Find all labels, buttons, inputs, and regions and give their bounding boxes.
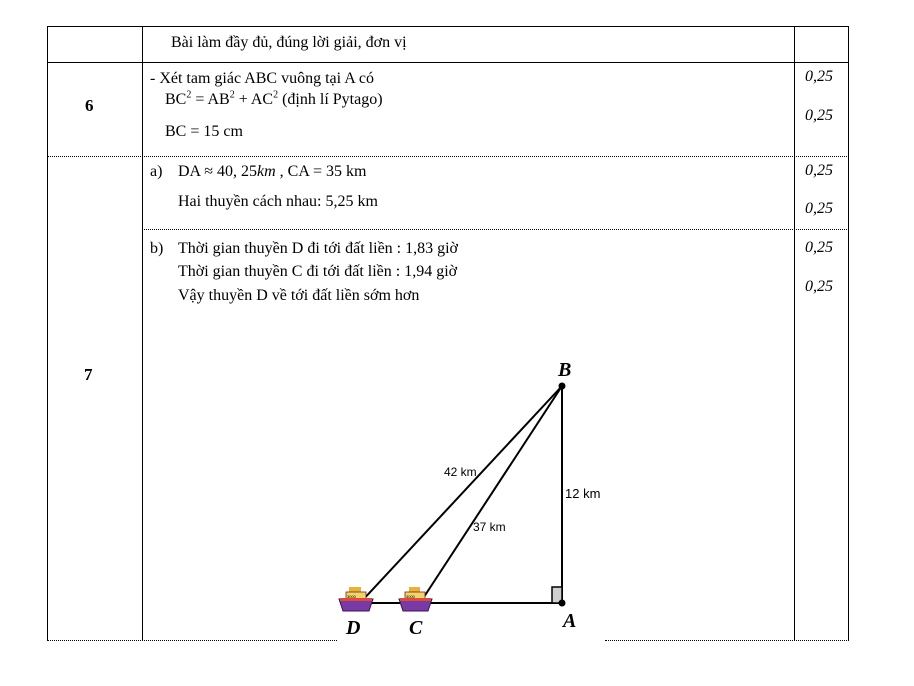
segment-db [360,386,562,603]
row-divider-2 [47,156,849,157]
row6-line1: - Xét tam giác ABC vuông tại A có [150,70,374,87]
table-border-left [47,26,48,641]
row6-line3: BC = 15 cm [165,123,243,140]
table-border-col2 [794,26,795,641]
segment-cb [420,386,562,603]
part-a-label: a) [150,163,163,180]
table-border-top [47,26,849,27]
length-db-label: 42 km [444,465,477,479]
table-border-bottom-right [605,640,849,641]
triangle-figure [300,340,630,660]
question-number-7: 7 [84,365,93,384]
row6-score-1: 0,25 [805,68,833,85]
point-a-dot [559,600,566,607]
point-b-dot [559,383,566,390]
table-border-right [848,26,849,641]
boat-d-icon [339,587,373,611]
part-b-label: b) [150,240,164,257]
label-d: D [346,617,361,639]
table-border-col1 [142,26,143,641]
part-b-line2: Thời gian thuyền C đi tới đất liền : 1,94 giờ [178,263,458,280]
row6-score-2: 0,25 [805,107,833,124]
criteria-text: Bài làm đầy đủ, đúng lời giải, đơn vị [171,34,407,51]
part-a-line1: DA ≈ 40, 25km , CA = 35 km [178,163,367,180]
part-a-line2: Hai thuyền cách nhau: 5,25 km [178,193,378,210]
part-b-line1: Thời gian thuyền D đi tới đất liền : 1,83 giờ [178,240,459,257]
part-b-score-2: 0,25 [805,278,833,295]
label-b: B [558,359,572,381]
question-number-6: 6 [85,96,94,115]
boat-c-label: 3000 [406,594,415,599]
table-border-bottom-left [47,640,337,641]
length-ab-label: 12 km [565,486,601,501]
row6-line2: $BC^2 = AB^2 + AC^2$ (định lí Pytago) [165,89,383,108]
part-a-score-1: 0,25 [805,162,833,179]
label-c: C [409,617,423,639]
row-divider-3 [142,229,849,230]
length-cb-label: 37 km [473,520,506,534]
part-b-line3: Vậy thuyền D về tới đất liền sớm hơn [178,287,420,304]
part-a-score-2: 0,25 [805,200,833,217]
label-a: A [563,610,577,632]
row-divider-1 [47,62,849,63]
boat-d-label: 3000 [347,594,356,599]
part-b-score-1: 0,25 [805,239,833,256]
